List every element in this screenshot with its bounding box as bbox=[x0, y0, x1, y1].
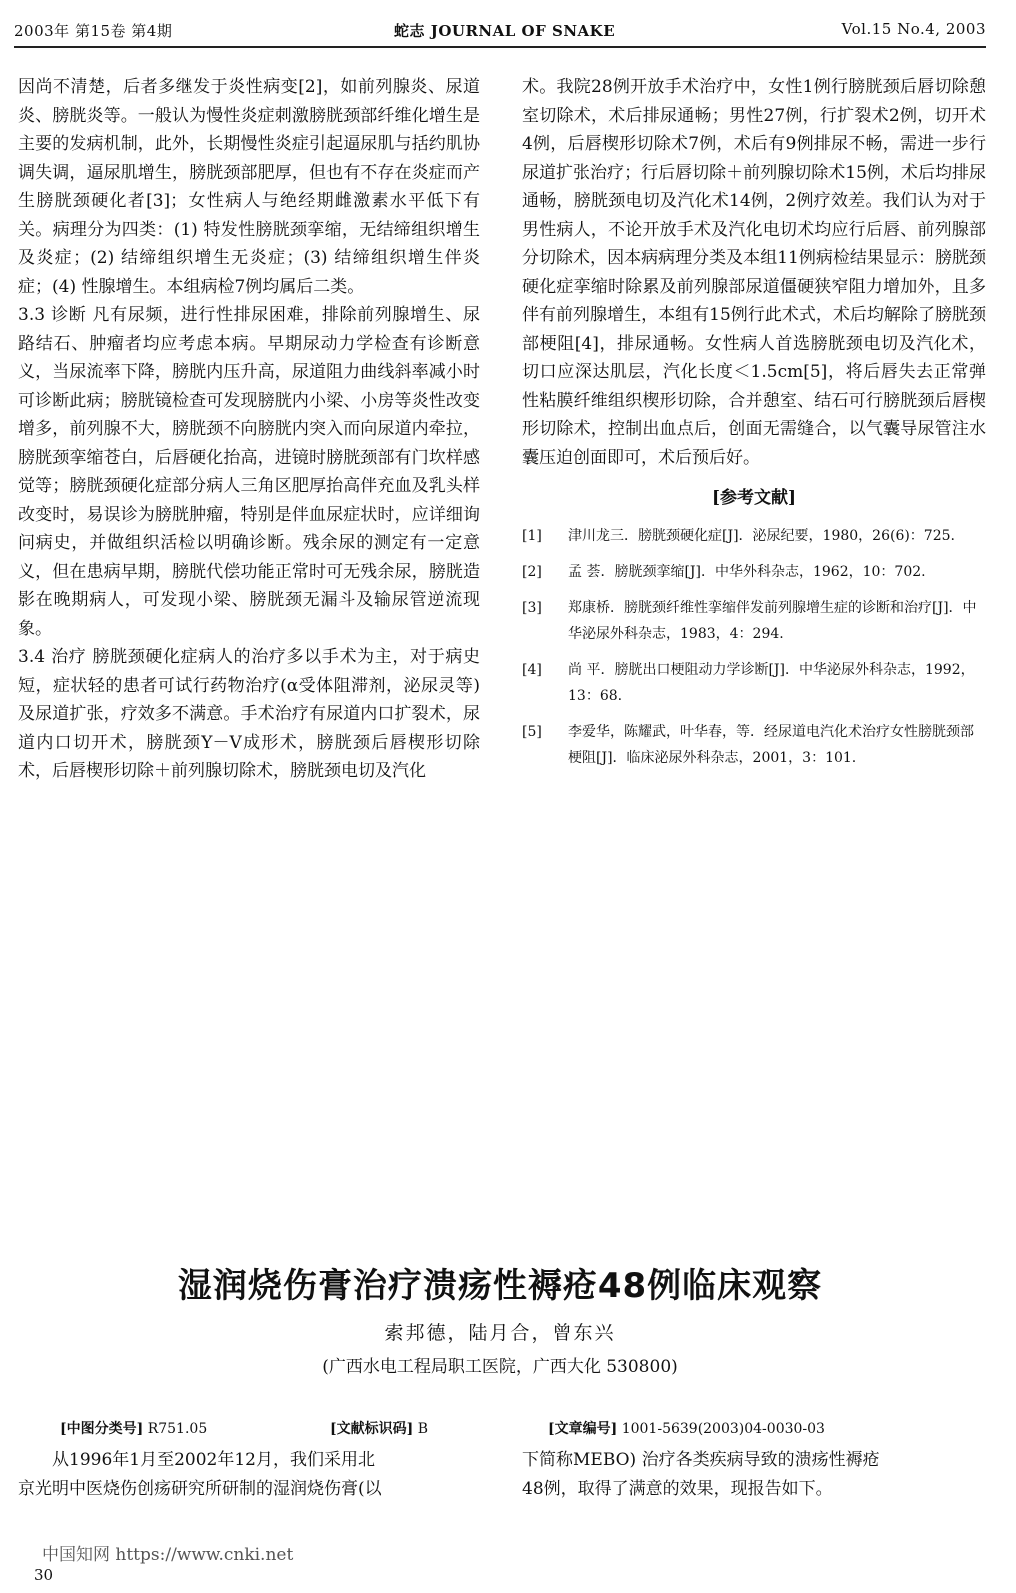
running-header bbox=[14, 14, 986, 42]
header-issue: 2003年 第15卷 第4期 bbox=[14, 22, 173, 40]
clc-label: [中图分类号] bbox=[60, 1421, 144, 1437]
paragraph-treatment: 3.4 治疗 膀胱颈硬化症病人的治疗多以手术为主，对于病史短，症状轻的患者可试行药物治疗(α受体阻滞剂，泌尿灵等) 及尿道扩张，疗效多不满意。手术治疗有尿道内口扩裂术，尿道内口切开术，膀胱颈Y－V成形术，膀胱颈后唇楔形切除术，后唇楔形切除＋前列腺切除术，膀胱颈电切及汽化 bbox=[18, 647, 480, 781]
document-code bbox=[330, 1418, 428, 1438]
reference-text: 郑康桥．膀胱颈纤维性挛缩伴发前列腺增生症的诊断和治疗[J]．中华泌尿外科杂志，1983，4：294. bbox=[568, 599, 977, 642]
reference-number: [4] bbox=[522, 661, 542, 678]
reference-number: [5] bbox=[522, 723, 542, 740]
page-number: 30 bbox=[34, 1566, 54, 1584]
references-heading: [参考文献] bbox=[711, 488, 797, 508]
document-code-label: [文献标识码] bbox=[330, 1421, 414, 1437]
intro-line: 从1996年1月至2002年12月，我们采用北 bbox=[52, 1450, 375, 1470]
reference-number: [2] bbox=[522, 563, 542, 580]
header-volume: Vol.15 No.4, 2003 bbox=[841, 20, 986, 38]
paragraph-treatment-cont: 术。我院28例开放手术治疗中，女性1例行膀胱颈后唇切除憩室切除术，术后排尿通畅；男性27例，行扩裂术2例，切开术4例，后唇楔形切除术7例，术后有9例排尿不畅，需进一步行尿道扩张治疗；行后唇切除＋前列腺切除术15例，术后均排尿通畅，膀胱颈电切及汽化术14例，2例疗效差。我们认为对于男性病人，不论开放手术及汽化电切术均应行后唇、前列腺部分切除术，因本病病理分类及本组11例病检结果显示：膀胱颈硬化症挛缩时除累及前列腺部尿道僵硬狭窄阻力增加外，且多伴有前列腺增生，本组有15例行此术式，术后均解除了膀胱颈部梗阻[4]，排尿通畅。女性病人首选膀胱颈电切及汽化术，切口应深达肌层，汽化长度＜1.5cm[5]，将后唇失去正常弹性粘膜纤维组织楔形切除，合并憩室、结石可行膀胱颈后唇楔形切除术，控制出血点后，创面无需缝合，以气囊导尿管注水囊压迫创面即可，术后预后好。 bbox=[522, 77, 986, 468]
reference-item bbox=[522, 719, 986, 771]
clc-value: R751.05 bbox=[147, 1421, 208, 1437]
reference-text: 李爱华，陈耀武，叶华春，等．经尿道电汽化术治疗女性膀胱颈部梗阻[J]．临床泌尿外科杂志，2001，3：101. bbox=[568, 723, 974, 766]
reference-number: [1] bbox=[522, 527, 542, 544]
paragraph-pathology: 因尚不清楚，后者多继发于炎性病变[2]，如前列腺炎、尿道炎、膀胱炎等。一般认为慢性炎症刺激膀胱颈部纤维化增生是主要的发病机制，此外，长期慢性炎症引起逼尿肌与括约肌协调失调，逼尿肌增生，膀胱颈部肥厚，但也有不存在炎症而产生膀胱颈硬化者[3]；女性病人与绝经期雌激素水平低下有关。病理分为四类：(1) 特发性膀胱颈挛缩，无结缔组织增生及炎症；(2) 结缔组织增生无炎症；(3) 结缔组织增生伴炎症；(4) 性腺增生。本组病检7例均属后二类。 bbox=[18, 77, 480, 297]
reference-item bbox=[522, 559, 986, 585]
reference-item bbox=[522, 657, 986, 709]
watermark: 中国知网 https://www.cnki.net bbox=[42, 1545, 294, 1565]
reference-text: 孟 荟．膀胱颈挛缩[J]．中华外科杂志，1962，10：702. bbox=[568, 563, 926, 580]
article-number bbox=[548, 1418, 825, 1438]
reference-text: 尚 平．膀胱出口梗阻动力学诊断[J]．中华泌尿外科杂志，1992，13：68. bbox=[568, 661, 975, 704]
article-number-label: [文章编号] bbox=[548, 1421, 618, 1437]
article-number-value: 1001-5639(2003)04-0030-03 bbox=[621, 1421, 825, 1437]
article-title: 湿润烧伤膏治疗溃疡性褥疮48例临床观察 bbox=[177, 1266, 823, 1306]
intro-line: 48例，取得了满意的效果，现报告如下。 bbox=[522, 1479, 833, 1499]
reference-text: 津川龙三．膀胱颈硬化症[J]．泌尿纪要，1980，26(6)：725. bbox=[568, 527, 955, 544]
reference-number: [3] bbox=[522, 599, 542, 616]
article-authors: 索邦德，陆月合，曾东兴 bbox=[384, 1322, 616, 1344]
clc-code bbox=[60, 1418, 207, 1438]
reference-list bbox=[522, 523, 986, 771]
intro-right bbox=[522, 1446, 986, 1504]
intro-line: 京光明中医烧伤创疡研究所研制的湿润烧伤膏(以 bbox=[18, 1479, 382, 1499]
right-column bbox=[522, 73, 986, 781]
reference-item bbox=[522, 523, 986, 549]
intro-line: 下简称MEBO) 治疗各类疾病导致的溃疡性褥疮 bbox=[522, 1450, 880, 1470]
paragraph-diagnosis: 3.3 诊断 凡有尿频，进行性排尿困难，排除前列腺增生、尿路结石、肿瘤者均应考虑本病。早期尿动力学检查有诊断意义，当尿流率下降，膀胱内压升高，尿道阻力曲线斜率减小时可诊断此病；膀胱镜检查可发现膀胱内小梁、小房等炎性改变增多，前列腺不大，膀胱颈不向膀胱内突入而向尿道内牵拉，膀胱颈挛缩苍白，后唇硬化抬高，进镜时膀胱颈部有门坎样感觉等；膀胱颈硬化症部分病人三角区肥厚抬高伴充血及乳头样改变时，易误诊为膀胱肿瘤，特别是伴血尿症状时，应详细询问病史，并做组织活检以明确诊断。残余尿的测定有一定意义，但在患病早期，膀胱代偿功能正常时可无残余尿，膀胱造影在晚期病人，可发现小梁、膀胱颈无漏斗及输尿管逆流现象。 bbox=[18, 305, 480, 639]
left-column bbox=[18, 73, 480, 786]
reference-item bbox=[522, 595, 986, 647]
header-journal: 蛇志 JOURNAL OF SNAKE bbox=[394, 22, 616, 40]
header-rule bbox=[14, 46, 986, 48]
article-affiliation: (广西水电工程局职工医院，广西大化 530800) bbox=[322, 1357, 678, 1377]
document-code-value: B bbox=[417, 1421, 428, 1437]
intro-left bbox=[18, 1446, 480, 1504]
